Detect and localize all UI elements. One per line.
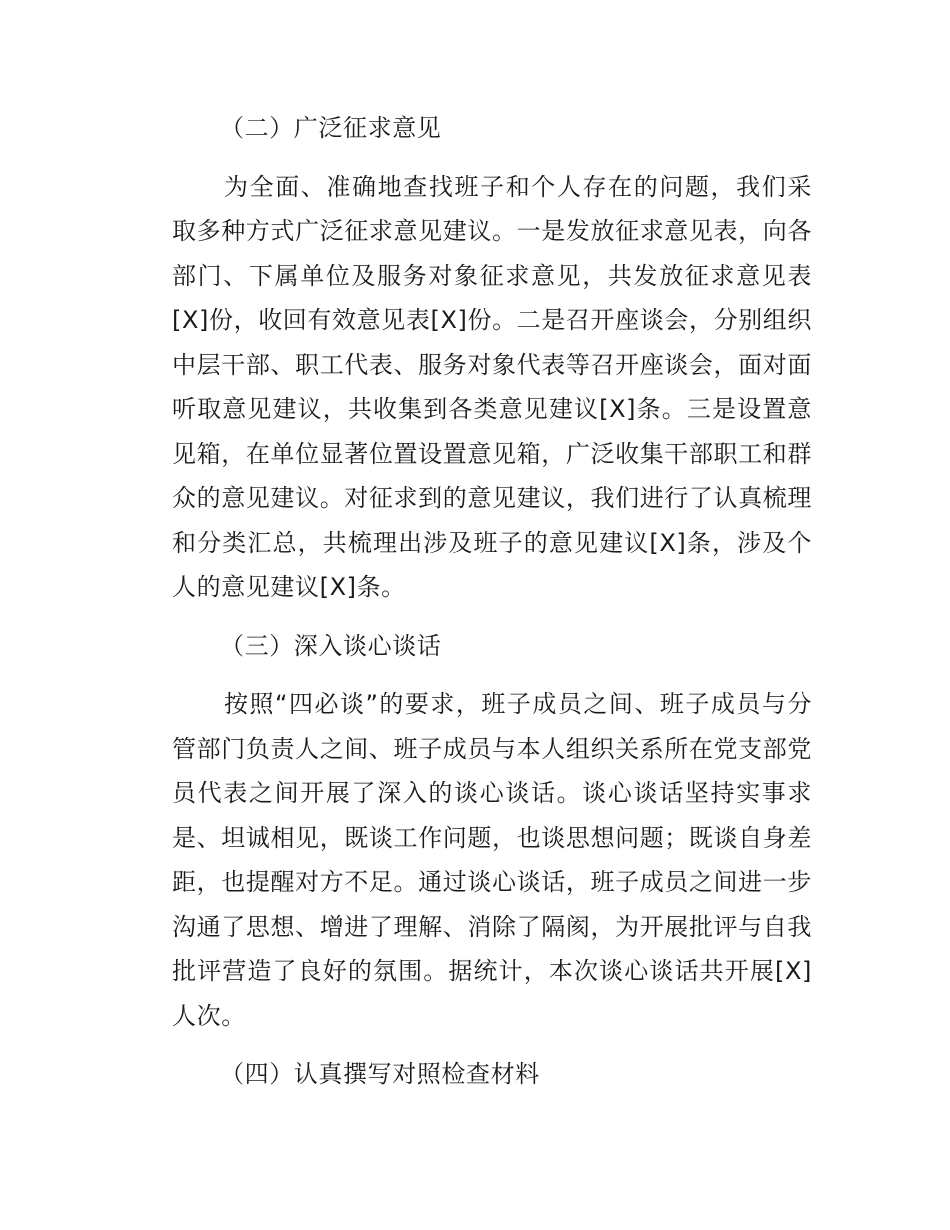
section-heading-2: （二）广泛征求意见: [220, 114, 442, 142]
section-heading-4: （四）认真撰写对照检查材料: [220, 1060, 540, 1088]
spacer: [172, 668, 812, 682]
spacer: [172, 1038, 812, 1052]
spacer: [172, 610, 812, 624]
spacer: [172, 151, 812, 165]
section-paragraph-2: 为全面、准确地查找班子和个人存在的问题，我们采取多种方式广泛征求意见建议。一是发放征求意见表，向各部门、下属单位及服务对象征求意见，共发放征求意见表[X]份，收回有效意见表[X]份。二是召开座谈会，分别组织中层干部、职工代表、服务对象代表等召开座谈会，面对面听取意见建议，共收集到各类意见建议[X]条。三是设置意见箱，在单位显著位置设置意见箱，广泛收集干部职工和群众的意见建议。对征求到的意见建议，我们进行了认真梳理和分类汇总，共梳理出涉及班子的意见建议[X]条，涉及个人的意见建议[X]条。: [172, 172, 812, 601]
section-heading-3: （三）深入谈心谈话: [220, 631, 442, 660]
section-paragraph-3: 按照“四必谈”的要求，班子成员之间、班子成员与分管部门负责人之间、班子成员与本人组织关系所在党支部党员代表之间开展了深入的谈心谈话。谈心谈话坚持实事求是、坦诚相见，既谈工作问题，也谈思想问题；既谈自身差距，也提醒对方不足。通过谈心谈话，班子成员之间进一步沟通了思想、增进了理解、消除了隔阂，为开展批评与自我批评营造了良好的氛围。据统计，本次谈心谈话共开展[X]人次。: [172, 690, 812, 1030]
document-body: [172, 106, 812, 1097]
